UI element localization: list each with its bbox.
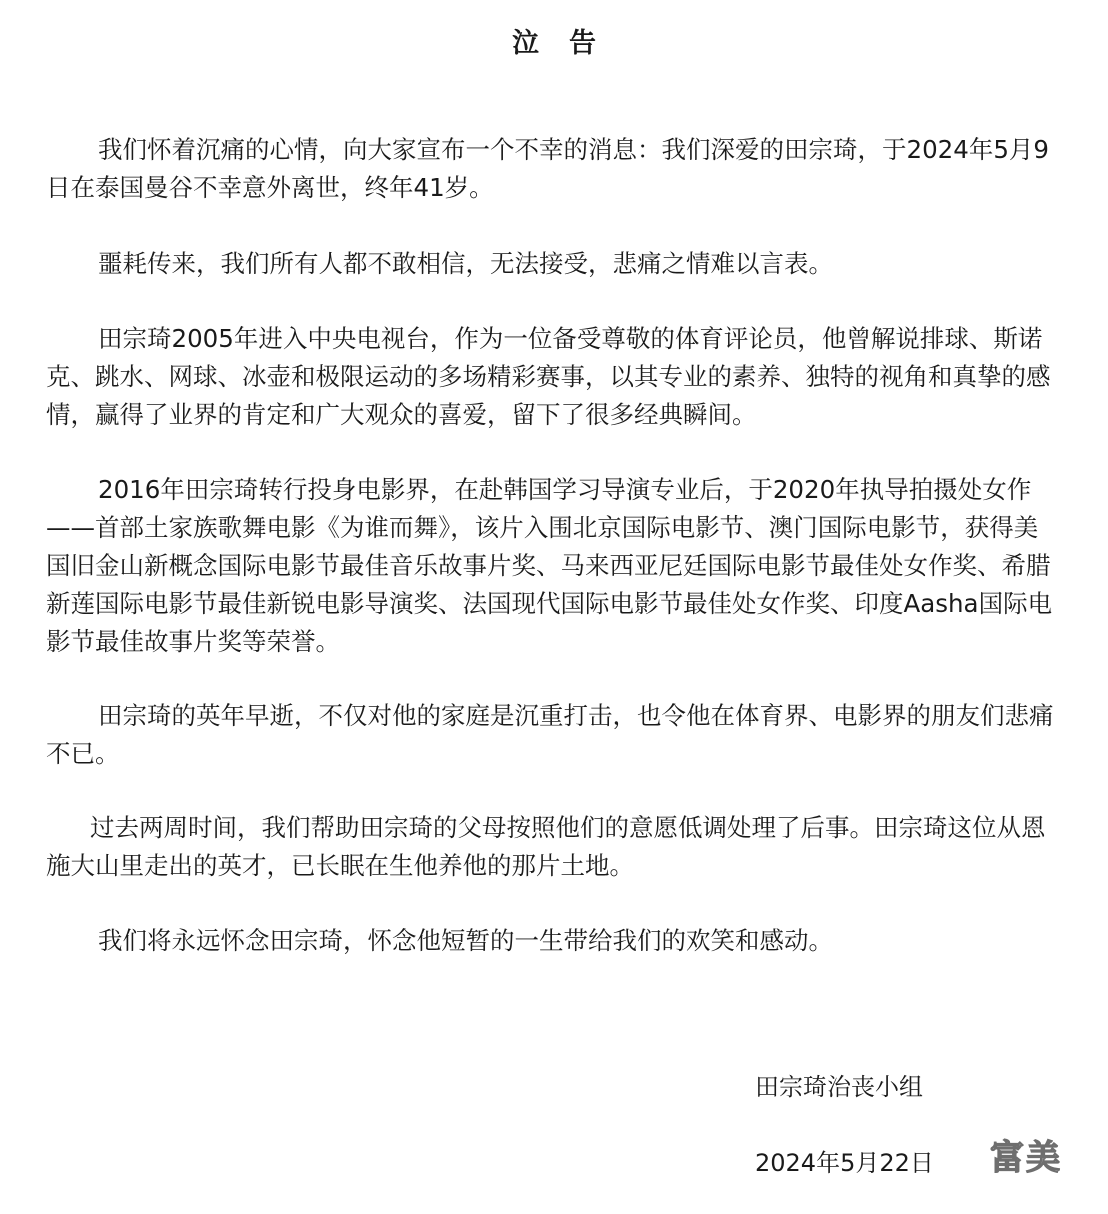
signature-date: 2024年5月22日 bbox=[755, 1149, 934, 1177]
paragraph-remembrance: 我们将永远怀念田宗琦，怀念他短暂的一生带给我们的欢笑和感动。 bbox=[98, 926, 833, 955]
paragraph-grief: 噩耗传来，我们所有人都不敢相信，无法接受，悲痛之情难以言表。 bbox=[98, 249, 833, 278]
signature-committee: 田宗琦治丧小组 bbox=[755, 1073, 923, 1101]
watermark: 富美 bbox=[990, 1138, 1062, 1178]
paragraph-film-career: 2016年田宗琦转行投身电影界，在赴韩国学习导演专业后，于2020年执导拍摄处女作——首部土家族歌舞电影《为谁而舞》，该片入围北京国际电影节、澳门国际电影节，获得美国旧金山新概念国际电影节最佳音乐故事片奖、马来西亚尼廷国际电影节最佳处女作奖、希腊新莲国际电影节最佳新锐电影导演奖、法国现代国际电影节最佳处女作奖、印度Aasha国际电影节最佳故事片奖等荣誉。 bbox=[46, 475, 1053, 656]
paragraph-loss: 田宗琦的英年早逝，不仅对他的家庭是沉重打击，也令他在体育界、电影界的朋友们悲痛不已。 bbox=[46, 701, 1054, 768]
paragraph-cctv-career: 田宗琦2005年进入中央电视台，作为一位备受尊敬的体育评论员，他曾解说排球、斯诺克、跳水、网球、冰壶和极限运动的多场精彩赛事，以其专业的素养、独特的视角和真挚的感情，赢得了业界的肯定和广大观众的喜爱，留下了很多经典瞬间。 bbox=[46, 324, 1051, 429]
notice-title: 泣告 bbox=[512, 28, 626, 59]
paragraph-announcement: 我们怀着沉痛的心情，向大家宣布一个不幸的消息：我们深爱的田宗琦，于2024年5月9日在泰国曼谷不幸意外离世，终年41岁。 bbox=[46, 135, 1050, 202]
paragraph-funeral: 过去两周时间，我们帮助田宗琦的父母按照他们的意愿低调处理了后事。田宗琦这位从恩施大山里走出的英才，已长眠在生他养他的那片土地。 bbox=[46, 813, 1046, 880]
